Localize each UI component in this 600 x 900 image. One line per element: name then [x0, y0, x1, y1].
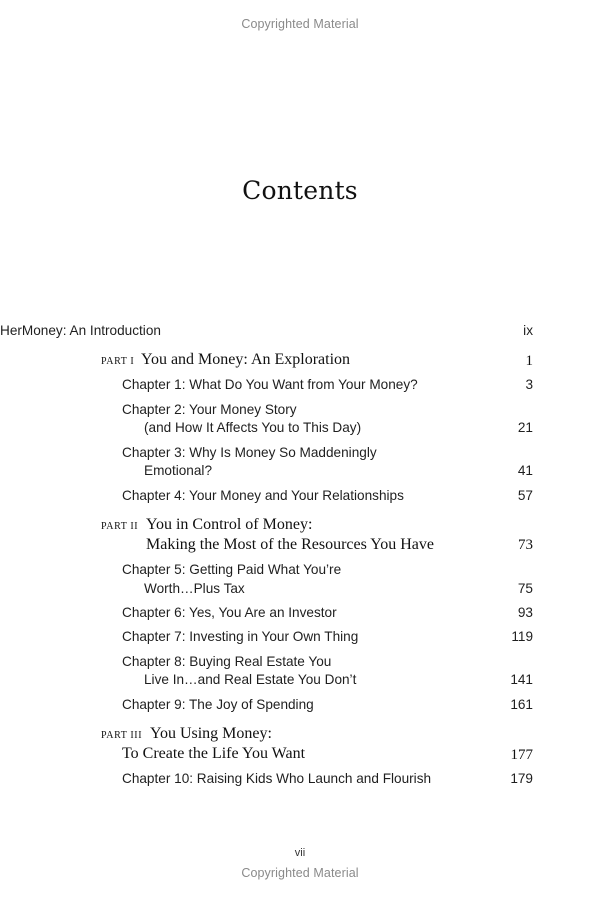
- chapter-title: Chapter 3: Why Is Money So Maddeningly: [122, 445, 377, 460]
- toc-entry-page: ix: [523, 323, 533, 338]
- part-label: PART I: [101, 356, 135, 367]
- chapter-page: 21: [517, 420, 533, 435]
- chapter-title: Chapter 2: Your Money Story: [122, 402, 297, 417]
- chapter-page: 57: [517, 488, 533, 503]
- chapter-page: 179: [510, 771, 533, 786]
- part-title: You and Money: An Exploration: [141, 351, 351, 368]
- watermark-top: Copyrighted Material: [241, 17, 359, 31]
- chapter-page: 75: [517, 581, 533, 596]
- part-title: You in Control of Money:: [146, 516, 313, 533]
- chapter-title: Chapter 10: Raising Kids Who Launch and Flourish: [122, 771, 432, 786]
- chapter-title: Chapter 5: Getting Paid What You’re: [122, 562, 342, 577]
- toc-entry-title: HerMoney: An Introduction: [0, 323, 161, 338]
- part-title-continued: To Create the Life You Want: [122, 745, 306, 762]
- part-page: 1: [525, 353, 533, 369]
- chapter-title: Chapter 9: The Joy of Spending: [122, 697, 314, 712]
- chapter-page: 141: [510, 672, 533, 687]
- chapter-title-continued: Worth…Plus Tax: [144, 581, 245, 596]
- chapter-title: Chapter 1: What Do You Want from Your Money?: [122, 377, 418, 392]
- part-label: PART III: [101, 730, 143, 741]
- chapter-page: 3: [525, 377, 533, 392]
- page-title: Contents: [242, 176, 358, 205]
- part-title: You Using Money:: [150, 725, 272, 742]
- page-number: vii: [294, 847, 306, 859]
- chapter-title-continued: Live In…and Real Estate You Don’t: [144, 672, 357, 687]
- chapter-page: 41: [517, 463, 533, 478]
- chapter-title-continued: (and How It Affects You to This Day): [144, 420, 362, 435]
- chapter-title-continued: Emotional?: [144, 463, 213, 478]
- chapter-title: Chapter 4: Your Money and Your Relationships: [122, 488, 404, 503]
- part-page: 73: [518, 537, 533, 553]
- watermark-bottom: Copyrighted Material: [241, 866, 359, 880]
- part-page: 177: [510, 747, 533, 763]
- chapter-page: 119: [511, 629, 533, 644]
- chapter-title: Chapter 6: Yes, You Are an Investor: [122, 605, 337, 620]
- chapter-page: 161: [510, 697, 533, 712]
- chapter-title: Chapter 7: Investing in Your Own Thing: [122, 629, 359, 644]
- chapter-title: Chapter 8: Buying Real Estate You: [122, 654, 332, 669]
- chapter-page: 93: [517, 605, 533, 620]
- part-label: PART II: [101, 521, 139, 532]
- part-title-continued: Making the Most of the Resources You Have: [146, 536, 434, 553]
